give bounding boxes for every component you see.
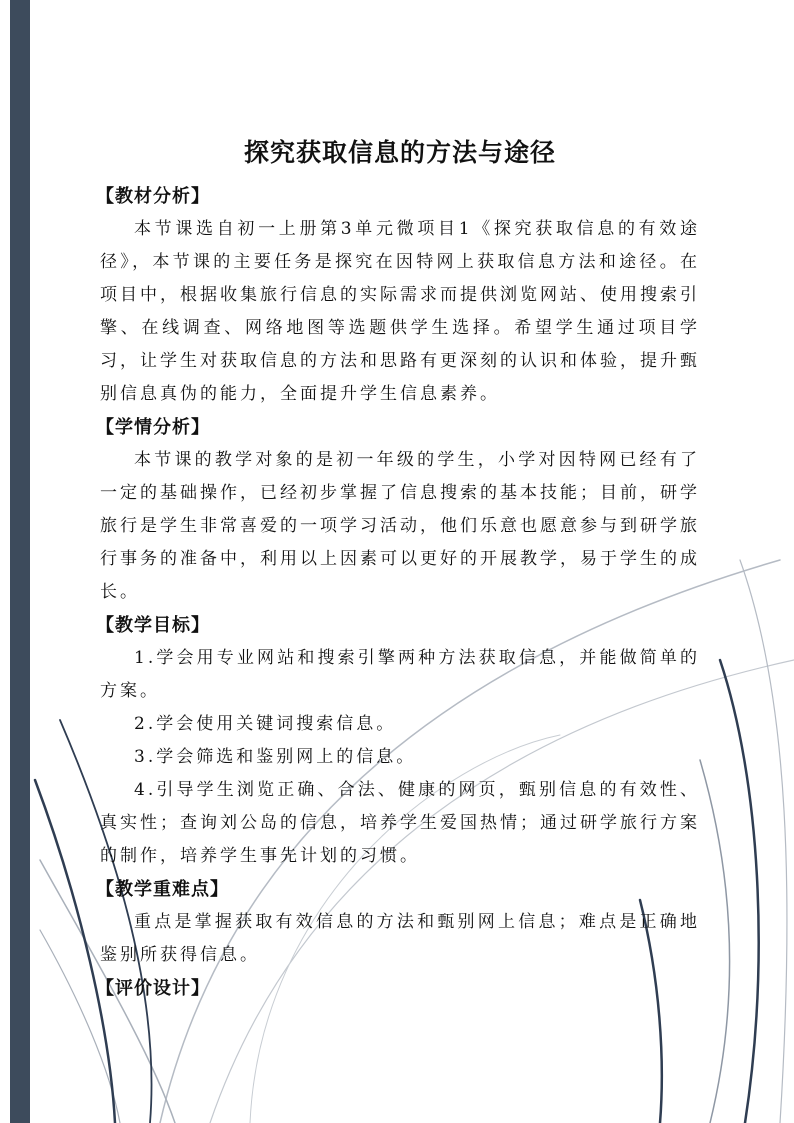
- section-text-students: 本节课的教学对象的是初一年级的学生，小学对因特网已经有了一定的基础操作，已经初步掌握了信息搜索的基本技能；目前，研学旅行是学生非常喜爱的一项学习活动，他们乐意也愿意参与到研学旅行事务的准备中，利用以上因素可以更好的开展教学，易于学生的成长。: [100, 450, 700, 602]
- section-heading-evaluation: 【评价设计】: [96, 978, 210, 999]
- document-title: 探究获取信息的方法与途径: [243, 138, 556, 167]
- section-heading-students: 【学情分析】: [96, 417, 210, 438]
- curve-dark-6: [740, 560, 787, 1123]
- left-decorative-bar: [10, 0, 30, 1123]
- curve-dark-5: [700, 760, 730, 1123]
- goal-item-1: 1.学会用专业网站和搜索引擎两种方法获取信息，并能做简单的方案。: [100, 648, 700, 701]
- section-heading-key-points: 【教学重难点】: [96, 879, 229, 900]
- document-body: [96, 134, 700, 1005]
- goal-item-2: 2.学会使用关键词搜索信息。: [134, 714, 397, 734]
- section-text-material: 本节课选自初一上册第3单元微项目1《探究获取信息的有效途径》，本节课的主要任务是探究在因特网上获取信息方法和途径。在项目中，根据收集旅行信息的实际需求而提供浏览网站、使用搜索引擎、在线调查、网络地图等选题供学生选择。希望学生通过项目学习，让学生对获取信息的方法和思路有更深刻的认识和体验，提升甄别信息真伪的能力，全面提升学生信息素养。: [100, 219, 700, 404]
- section-heading-material: 【教材分析】: [96, 186, 210, 207]
- section-text-key-points: 重点是掌握获取有效信息的方法和甄别网上信息；难点是正确地鉴别所获得信息。: [100, 912, 700, 965]
- goal-item-4: 4.引导学生浏览正确、合法、健康的网页，甄别信息的有效性、真实性；查询刘公岛的信息，培养学生爱国热情；通过研学旅行方案的制作，培养学生事先计划的习惯。: [100, 780, 700, 866]
- curve-dark-4: [720, 660, 759, 1123]
- goal-item-3: 3.学会筛选和鉴别网上的信息。: [134, 747, 417, 767]
- section-heading-goals: 【教学目标】: [96, 615, 210, 636]
